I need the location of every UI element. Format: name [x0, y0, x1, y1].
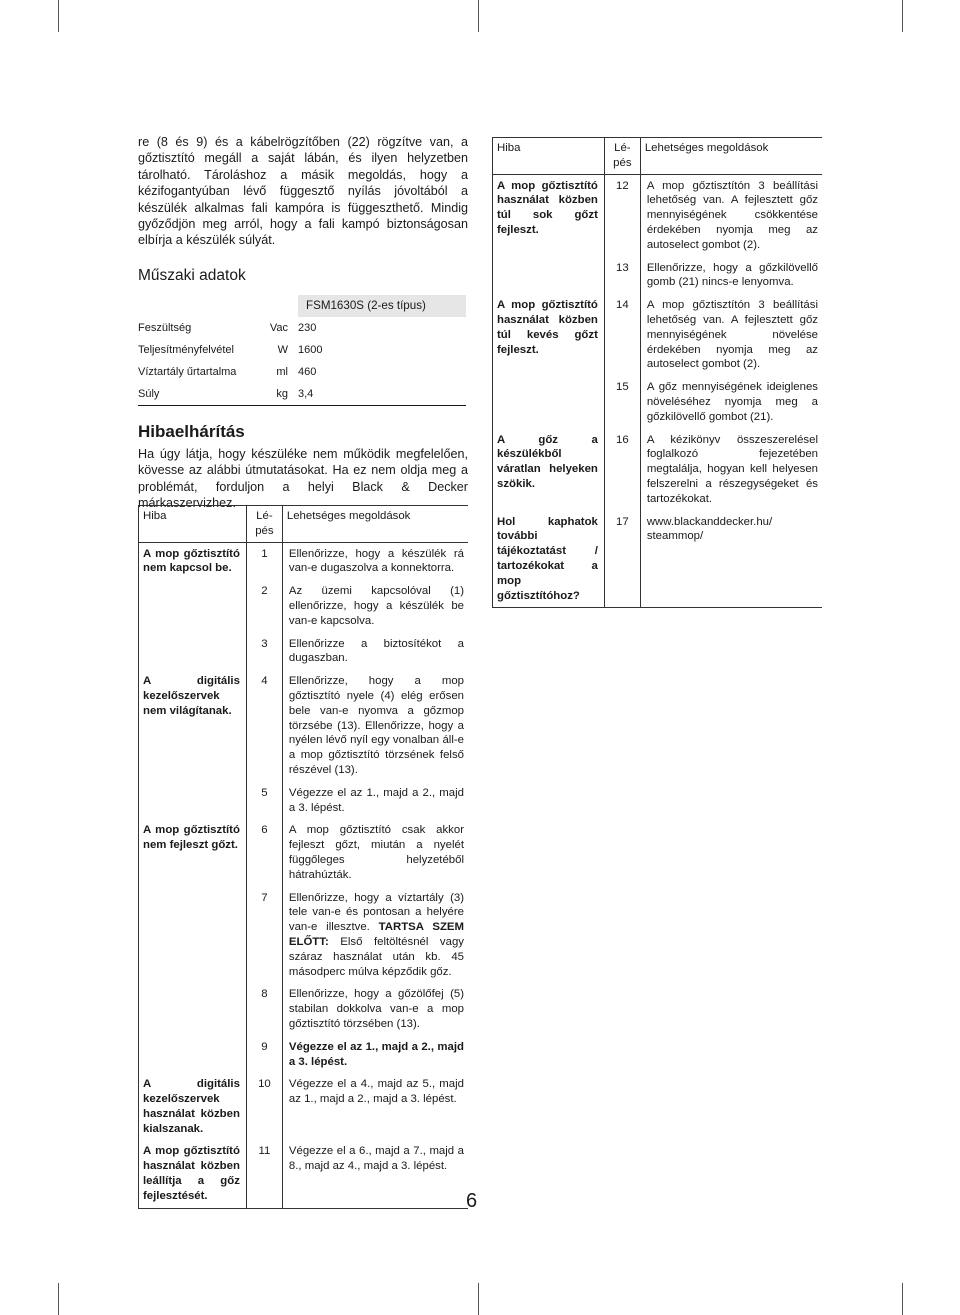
step-number: 17 — [604, 511, 640, 608]
spec-value: 1600 — [298, 343, 323, 356]
table-row — [139, 819, 469, 886]
spec-unit: W — [277, 343, 288, 356]
fault-cell: A mop gőztisztító használat közben túl sok gőzt fejleszt. — [493, 174, 605, 294]
table-row — [139, 1140, 469, 1208]
col-solution-header: Lehetséges megoldások — [282, 506, 468, 543]
fault-cell: Hol kaphatok további tájékoztatást / tartozékokat a mop gőztisztítóhoz? — [493, 511, 605, 608]
table-row — [139, 542, 469, 580]
step-number: 11 — [246, 1140, 282, 1208]
step-text: Ellenőrizze, hogy a készülék rá van-e dugaszolva a konnektorra. — [282, 542, 468, 580]
step-number: 5 — [261, 786, 268, 799]
fault-cell: A mop gőztisztító nem kapcsol be. — [139, 542, 247, 670]
step-text-part: Ellenőrizze, hogy a víztartály (3) tele van-e és pontosan a helyére van-e illesztve. — [288, 891, 464, 934]
specs-heading: Műszaki adatok — [138, 266, 246, 284]
step-text: Végezze el a 6., majd a 7., majd a 8., majd az 4., majd a 3. lépést. — [282, 1140, 468, 1208]
step-number: 15 — [616, 381, 629, 394]
intro-paragraph: re (8 és 9) és a kábelrögzítőben (22) rögzítve van, a gőztisztító megáll a saját lábán, és ilyen helyzetben tárolható. Tároláshoz a másik megoldás, hogy a kézifogantyúban lévő függesztő nyílás jóvoltából a készülék alkalmas fali kampóra is függeszthető. Mindig győződjön meg arról, hogy a fali kampó biztonságosan elbírja a készülék súlyát. — [138, 135, 468, 248]
step-text: Ellenőrizze, hogy a gőzkilövellő gomb (21) nincs-e lenyomva. — [640, 257, 822, 295]
spec-row — [138, 339, 466, 361]
spec-row — [138, 383, 466, 406]
crop-mark — [902, 1283, 903, 1315]
step-number: 3 — [261, 637, 268, 650]
fault-cell: A digitális kezelőszervek használat közben kialszanak. — [139, 1073, 247, 1140]
crop-mark — [478, 1283, 479, 1315]
fault-cell: A digitális kezelőszervek nem világítanak. — [139, 670, 247, 819]
step-text: Végezze el az 1., majd a 2., majd a 3. lépést. — [282, 782, 468, 820]
step-text: Ellenőrizze, hogy a mop gőztisztító nyele (4) elég erősen bele van-e nyomva a gőzmop törzsébe (13). Ellenőrizze, hogy a nyélen lévő nyíl egy vonalban áll-e a mop gőztisztító törzsének felső részével (13). — [282, 670, 468, 782]
step-text: Végezze el az 1., majd a 2., majd a 3. lépést. — [282, 1036, 468, 1074]
crop-mark — [478, 0, 479, 32]
step-number: 9 — [261, 1040, 268, 1053]
spec-label: Feszültség — [138, 321, 192, 334]
table-row — [493, 294, 823, 376]
spec-label: Súly — [138, 383, 258, 406]
step-text: Ellenőrizze a biztosítékot a dugaszban. — [282, 633, 468, 671]
crop-mark — [58, 1283, 59, 1315]
fault-cell: A gőz a készülékből váratlan helyeken szökik. — [493, 429, 605, 511]
step-number: 14 — [616, 299, 629, 312]
step-number: 1 — [261, 547, 268, 560]
step-note-text: Első feltöltésnél vagy száraz használat után kb. 45 másodperc múlva képződik gőz. — [288, 935, 464, 978]
table-row — [493, 174, 823, 256]
troubleshooting-intro: Ha úgy látja, hogy készüléke nem működik megfelelően, kövesse az alábbi útmutatásokat. Ha ez nem oldja meg a problémát, forduljon a helyi Black & Decker márkaszervizhez. — [138, 446, 468, 511]
step-note-label: TARTSA SZEM ELŐTT: — [288, 921, 465, 948]
fault-cell: A mop gőztisztító használat közben túl kevés gőzt fejleszt. — [493, 294, 605, 428]
step-number: 6 — [261, 824, 268, 837]
spec-row — [138, 317, 466, 339]
step-number: 7 — [261, 891, 268, 904]
step-number: 8 — [261, 988, 268, 1001]
step-text: Végezze el a 4., majd az 5., majd az 1., majd a 2., majd a 3. lépést. — [282, 1073, 468, 1140]
step-text: A kézikönyv összeszerelésel foglalkozó fejezetében megtalálja, hogyan kell helyesen felszerelni a részegységeket és tartozékokat. — [640, 429, 822, 511]
col-fault-header: Hiba — [139, 506, 247, 543]
spec-label: Teljesítményfelvétel — [138, 343, 234, 356]
col-fault-header: Hiba — [493, 138, 605, 175]
step-number: 13 — [616, 261, 629, 274]
spec-label: Víztartály űrtartalma — [138, 365, 237, 378]
crop-mark — [902, 0, 903, 32]
step-number: 16 — [616, 433, 629, 446]
col-step-header: Lé- pés — [246, 506, 282, 543]
spec-value: 230 — [298, 321, 317, 334]
left-column — [138, 134, 468, 519]
table-row — [139, 670, 469, 782]
step-text: Az üzemi kapcsolóval (1) ellenőrizze, hogy a készülék be van-e kapcsolva. — [282, 580, 468, 632]
fault-cell: A mop gőztisztító használat közben leállítja a gőz fejlesztését. — [139, 1140, 247, 1208]
col-solution-header: Lehetséges megoldások — [640, 138, 822, 175]
step-text: A mop gőztisztítón 3 beállítási lehetőség van. A fejlesztett gőz mennyiségének növelése érdekében nyomja meg az autoselect gombot (2). — [640, 294, 822, 376]
table-row — [139, 1073, 469, 1140]
step-number: 10 — [258, 1078, 271, 1091]
troubleshooting-table-1 — [138, 505, 468, 1209]
step-text — [282, 887, 468, 984]
step-number: 12 — [616, 179, 629, 192]
step-text: A gőz mennyiségének ideiglenes növeléséhez nyomja meg a gőzkilövellő gombot (21). — [640, 376, 822, 428]
table-row — [493, 511, 823, 608]
table-row — [493, 429, 823, 511]
spec-value: 3,4 — [298, 383, 466, 406]
spec-unit: Vac — [269, 321, 288, 334]
step-text: www.blackanddecker.hu/ steammop/ — [640, 511, 822, 608]
specs-model: FSM1630S (2-es típus) — [298, 295, 466, 317]
col-step-header: Lé- pés — [604, 138, 640, 175]
specs-table — [138, 295, 466, 406]
troubleshooting-heading: Hibaelhárítás — [138, 421, 245, 441]
step-number: 2 — [261, 585, 268, 598]
step-text: A mop gőztisztítón 3 beállítási lehetőség van. A fejlesztett gőz mennyiségének csökkentése érdekében nyomja meg az autoselect gombot (2). — [640, 174, 822, 256]
step-text: A mop gőztisztító csak akkor fejleszt gőzt, miután a nyelét függőleges helyzetéből hátrahúzták. — [282, 819, 468, 886]
fault-cell: A mop gőztisztító nem fejleszt gőzt. — [139, 819, 247, 1073]
page-number: 6 — [466, 1190, 478, 1212]
spec-value: 460 — [298, 365, 317, 378]
step-number: 4 — [261, 675, 268, 688]
spec-row — [138, 361, 466, 383]
spec-unit: kg — [258, 383, 298, 406]
troubleshooting-table-2 — [492, 137, 822, 608]
crop-mark — [58, 0, 59, 32]
spec-unit: ml — [276, 365, 288, 378]
step-text: Ellenőrizze, hogy a gőzölőfej (5) stabilan dokkolva van-e a mop gőztisztító törzsében (13). — [282, 983, 468, 1035]
